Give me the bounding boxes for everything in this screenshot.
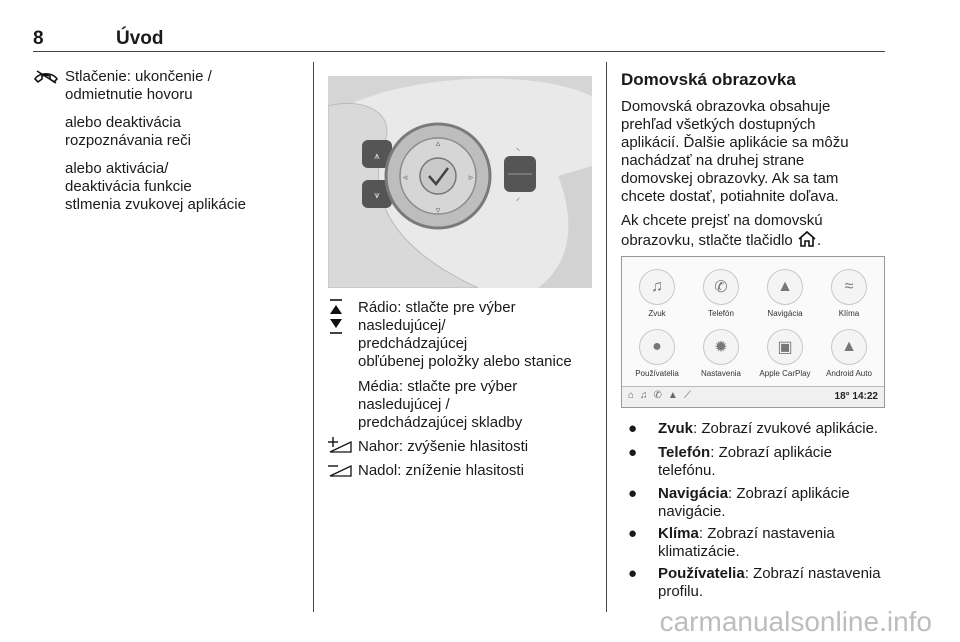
volume-down-text: Nadol: zníženie hlasitosti <box>358 462 524 479</box>
app-carplay: ▣ Apple CarPlay <box>755 329 815 378</box>
svg-text:⩛: ⩛ <box>374 190 380 201</box>
svg-text:⸌: ⸌ <box>515 146 521 156</box>
user-icon: ● <box>639 329 675 365</box>
bullet-phone: ● Telefón: Zobrazí aplikácie telefónu. <box>628 444 832 479</box>
volume-up-icon <box>327 436 353 459</box>
screen-status-bar <box>622 386 884 407</box>
navigation-arrow-icon: ▲ <box>767 269 803 305</box>
media-description: Média: stlačte pre výber nasledujúcej / predchádzajúcej skladby <box>358 378 523 431</box>
svg-text:⸍: ⸍ <box>515 196 521 206</box>
svg-text:▵: ▵ <box>435 138 441 148</box>
phone-hangup-icon <box>33 70 61 89</box>
section-title: Domovská obrazovka <box>621 70 796 89</box>
home-screen-illustration <box>621 256 885 408</box>
climate-icon: ≈ <box>831 269 867 305</box>
app-users: ● Používatelia <box>627 329 687 378</box>
app-android-auto: ▲ Android Auto <box>819 329 879 378</box>
page-title: Úvod <box>116 28 164 49</box>
volume-down-icon <box>327 460 353 483</box>
status-bar-icons: ⌂♫✆▲⟋ <box>628 390 697 401</box>
phone-icon: ✆ <box>703 269 739 305</box>
carplay-icon: ▣ <box>767 329 803 365</box>
home-icon <box>797 230 817 253</box>
seek-icons <box>327 299 345 340</box>
app-navigation: ▲ Navigácia <box>755 269 815 318</box>
gear-icon: ✹ <box>703 329 739 365</box>
svg-text:▿: ▿ <box>435 205 441 215</box>
steering-wheel-image <box>328 76 592 288</box>
music-note-icon: ♫ <box>639 269 675 305</box>
svg-text:▹: ▹ <box>468 172 474 182</box>
home-screen-intro: Domovská obrazovka obsahuje prehľad všetkých dostupných aplikácií. Ďalšie aplikácie sa môžu nachádzať na druhej strane domovskej obrazovky. Ak sa tam chcete dostať, potiahnite doľava. <box>621 98 849 205</box>
home-screen-instruction: Ak chcete prejsť na domovskú obrazovku, stlačte tlačidlo . <box>621 212 891 253</box>
volume-up-text: Nahor: zvýšenie hlasitosti <box>358 438 529 455</box>
android-auto-icon: ▲ <box>831 329 867 365</box>
app-audio: ♫ Zvuk <box>627 269 687 318</box>
column-divider-left <box>313 62 314 612</box>
radio-description: Rádio: stlačte pre výber nasledujúcej/ predchádzajúcej obľúbenej položky alebo stanice <box>358 299 572 370</box>
header-rule <box>33 51 885 52</box>
watermark: carmanualsonline.info <box>659 606 932 637</box>
mute-toggle-text: alebo aktivácia/ deaktivácia funkcie stlmenia zvukovej aplikácie <box>65 160 246 213</box>
app-settings: ✹ Nastavenia <box>691 329 751 378</box>
page-number: 8 <box>33 28 44 49</box>
app-climate: ≈ Klíma <box>819 269 879 318</box>
bullet-navigation: ● Navigácia: Zobrazí aplikácie navigácie. <box>628 485 850 520</box>
app-phone: ✆ Telefón <box>691 269 751 318</box>
column-divider-right <box>606 62 607 612</box>
hangup-description: Stlačenie: ukončenie / odmietnutie hovoru <box>65 68 212 103</box>
status-bar-time: 18° 14:22 <box>834 391 878 402</box>
svg-text:⩚: ⩚ <box>374 151 380 162</box>
bullet-users: ● Používatelia: Zobrazí nastavenia profilu. <box>628 565 881 600</box>
svg-text:◃: ◃ <box>402 172 408 182</box>
bullet-audio: ● Zvuk: Zobrazí zvukové aplikácie. <box>628 420 879 437</box>
voice-deactivation-text: alebo deaktivácia rozpoznávania reči <box>65 114 191 149</box>
bullet-climate: ● Klíma: Zobrazí nastavenia klimatizácie. <box>628 525 835 560</box>
